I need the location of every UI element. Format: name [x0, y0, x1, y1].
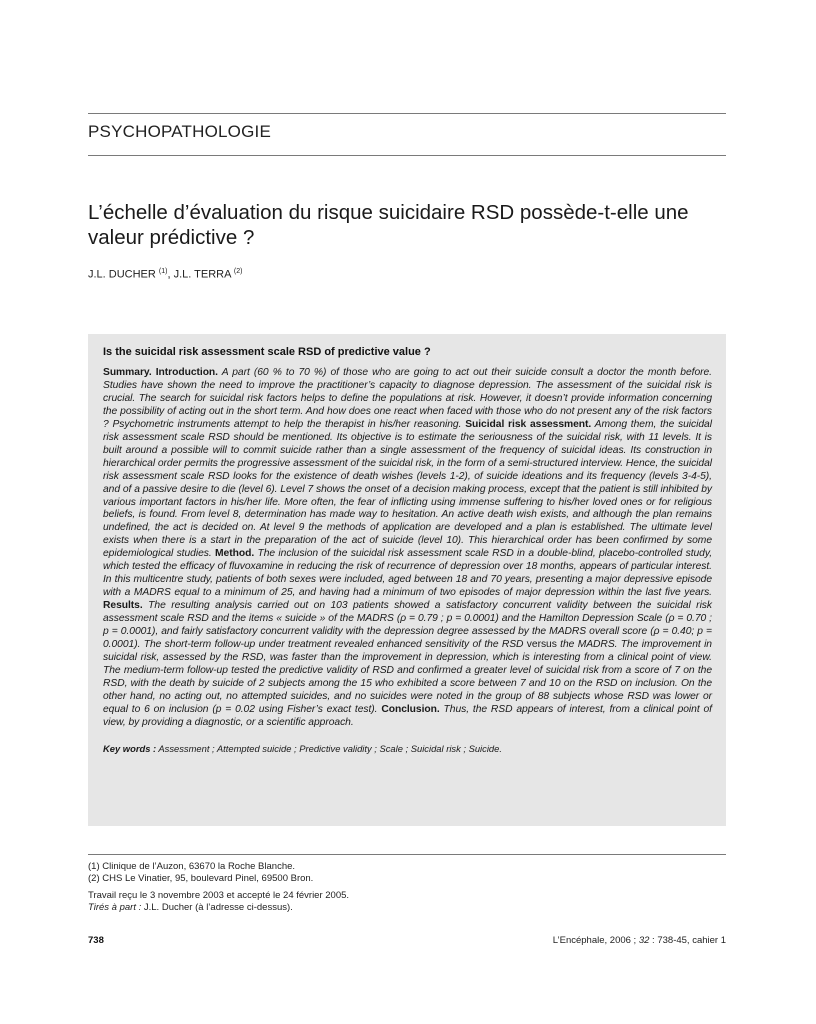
section-heading: PSYCHOPATHOLOGIE: [88, 122, 271, 141]
method-label: Method.: [215, 548, 255, 560]
citation-journal: L’Encéphale, 2006 ;: [552, 935, 639, 946]
citation-pages: : 738-45, cahier 1: [649, 935, 726, 946]
keywords-label: Key words :: [103, 742, 157, 754]
page-number: 738: [88, 935, 104, 946]
results-label: Results.: [103, 600, 143, 612]
keywords-line: [103, 743, 712, 754]
summary-label: Summary. Introduction.: [103, 367, 218, 378]
received-note: Travail reçu le 3 novembre 2003 et accepté le 24 février 2005.: [88, 889, 350, 901]
authors-line: [88, 268, 242, 281]
conclusion-text: Thus, the RSD appears of interest, from a clinical point of view, by providing a diagnostic, or a scientific approach.: [103, 703, 712, 728]
results-text: The resulting analysis carried out on 103 patients showed a satisfactory concurrent validity between the suicidal risk assessment scale RSD and the items « suicide » of the MADRS (ρ = 0.79 ; p = 0.0001) and the Hamilton Depression Scale (ρ = 0.70 ; p = 0.0001), and fairly satisfactory concurrent validity with the depression degree assessed by the MADRS overall score (ρ = 0.40; p = 0.0001). The short-term follow-up under treatment revealed enhanced sensitivity of the RSD: [103, 600, 712, 651]
reprints-text: J.L. Ducher (à l’adresse ci-dessus).: [141, 901, 293, 913]
citation-volume: 32: [638, 935, 650, 946]
conclusion-label: Conclusion.: [381, 703, 440, 715]
keywords-list: Assessment ; Attempted suicide ; Predictive validity ; Scale ; Suicidal risk ; Suicide.: [156, 742, 502, 754]
author-separator: ,: [167, 268, 174, 281]
author-affiliation: (2): [233, 268, 243, 275]
results-versus: versus: [526, 639, 557, 651]
assessment-label: Suicidal risk assessment.: [465, 418, 592, 430]
header-top-rule: [88, 113, 726, 114]
affiliation-footnote: (2) CHS Le Vinatier, 95, boulevard Pinel, 69500 Bron.: [88, 873, 314, 885]
abstract-box: [88, 334, 726, 826]
affiliation-footnote: (1) Clinique de l’Auzon, 63670 la Roche Blanche.: [88, 861, 296, 872]
reprints-note: [88, 902, 728, 914]
abstract-title: Is the suicidal risk assessment scale RSD of predictive value ?: [103, 346, 431, 358]
journal-citation: [553, 935, 726, 946]
footnotes: [88, 861, 728, 914]
method-text: The inclusion of the suicidal risk assessment scale RSD in a double-blind, placebo-controlled study, which tested the efficacy of fluvoxamine in reducing the risk of recurrence of depression over 18 months, appears of particular interest. In this multicentre study, patients of both sexes were included, aged between 18 and 70 years, presenting a major depressive episode with a MADRS equal to a minimum of 25, and having had a minimum of two episodes of major depression within the last five years.: [103, 548, 713, 599]
header-bottom-rule: [88, 155, 726, 156]
reprints-label: Tirés à part :: [88, 901, 142, 913]
author-affiliation: (1): [158, 268, 168, 275]
intro-text: A part (60 % to 70 %) of those who are going to act out their suicide consult a doctor the month before. Studies have shown the need to improve the practitioner’s capacity to diagnose depression. The assessment of the suicidal risk is crucial. The search for suicidal risk factors helps to define the populations at risk. However, it doesn’t provide information concerning the possibility of acting out in the short term. And how does one react when faced with those who do not present any of the risk factors ? Psychometric instruments attempt to help the therapist in his/her reasoning.: [103, 367, 712, 430]
author-name: J.L. TERRA: [173, 268, 231, 281]
assessment-text: Among them, the suicidal risk assessment scale RSD should be mentioned. Its objective is to estimate the seriousness of the suicidal risk, with 11 levels. It is built around a possible will to commit suicide rather than a single assessment of the frequency of suicidal ideas. Its construction in hierarchical order permits the progressive assessment of the suicidal risk, in the form of a semi-structured interview. Hence, the suicidal risk assessment scale RSD looks for the existence of death wishes (levels 1-2), of suicide ideations and its frequency (levels 3-4-5), and of a passive desire to die (level 6). Level 7 shows the onset of a decision making process, except that the patient is still inhibited by various important factors in his/her life. More often, the fear of inflicting using immense suffering to his/her loved ones or for religious beliefs, is found. From level 8, determination has made way to hesitation. An active death wish exists, and although the plan remains undefined, the act is decided on. At level 9 the methods of application are developed and a plan is established. The ultimate level exists when there is a start in the preparation of the act of suicide (level 10). This hierarchical order has been confirmed by some epidemiological studies.: [103, 418, 712, 560]
results-text-continued: the MADRS. The improvement in suicidal risk, assessed by the RSD, was faster than the improvement in depression, which is interesting from a clinical point of view. The medium-term follow-up tested the predictive validity of RSD and confirmed a greater level of suicidal risk from a score of 7 on the RSD, with the death by suicide of 2 subjects among the 15 who exhibited a score between 7 and 10 on the RSD on inclusion. On the other hand, no acting out, no attempted suicides, and no suicides were noted in the group of 88 subjects whose RSD was lower or equal to 6 on inclusion (p = 0.02 using Fisher’s exact test).: [103, 639, 712, 715]
abstract-body: [103, 367, 712, 730]
footnote-rule: [88, 854, 726, 855]
article-title: L’échelle d’évaluation du risque suicidaire RSD possède-t-elle une valeur prédictive ?: [88, 201, 689, 249]
author-name: J.L. DUCHER: [88, 268, 156, 281]
